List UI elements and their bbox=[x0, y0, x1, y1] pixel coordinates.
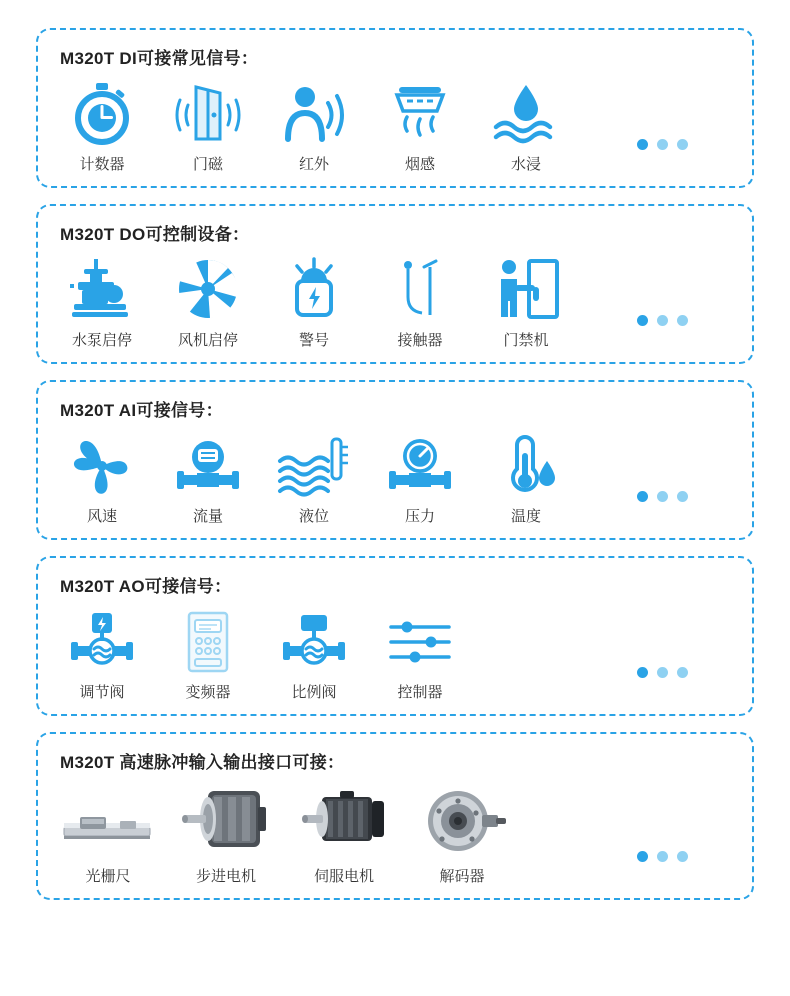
list-item bbox=[166, 427, 250, 526]
list-item-label: 调节阀 bbox=[79, 684, 125, 701]
water-pump-icon bbox=[68, 251, 136, 321]
list-item bbox=[272, 251, 356, 350]
list-item bbox=[272, 427, 356, 526]
fan-blower-icon bbox=[174, 251, 242, 321]
list-item bbox=[484, 251, 568, 350]
list-item-label: 解码器 bbox=[439, 868, 485, 885]
list-item bbox=[166, 251, 250, 350]
proportional-valve-icon bbox=[281, 603, 347, 673]
dot bbox=[637, 667, 648, 678]
list-item-label: 压力 bbox=[404, 508, 435, 525]
panel-body bbox=[60, 779, 730, 886]
list-item-label: 门磁 bbox=[192, 156, 223, 173]
pressure-gauge-icon bbox=[385, 427, 455, 497]
dot bbox=[637, 851, 648, 862]
stepper-motor-icon bbox=[178, 779, 274, 857]
dot bbox=[637, 139, 648, 150]
list-item bbox=[378, 251, 462, 350]
stopwatch-counter-icon bbox=[71, 75, 133, 145]
wind-speed-icon bbox=[69, 427, 135, 497]
list-item bbox=[484, 427, 568, 526]
smoke-detector-icon bbox=[385, 75, 455, 145]
list-item-label: 警号 bbox=[298, 332, 329, 349]
dot bbox=[677, 139, 688, 150]
dot bbox=[677, 667, 688, 678]
more-indicator-dots bbox=[637, 139, 688, 150]
list-item bbox=[296, 779, 392, 886]
door-magnetic-sensor-icon bbox=[172, 75, 244, 145]
panel-body bbox=[60, 75, 730, 174]
list-item bbox=[60, 251, 144, 350]
item-list bbox=[60, 603, 637, 702]
dot bbox=[637, 315, 648, 326]
panel-body bbox=[60, 427, 730, 526]
more-indicator-dots bbox=[637, 315, 688, 326]
more-indicator-dots bbox=[637, 667, 688, 678]
list-item bbox=[166, 603, 250, 702]
list-item-label: 风机启停 bbox=[177, 332, 238, 349]
list-item-label: 水泵启停 bbox=[71, 332, 132, 349]
dot bbox=[657, 139, 668, 150]
flow-meter-icon bbox=[173, 427, 243, 497]
dot bbox=[657, 667, 668, 678]
temperature-icon bbox=[491, 427, 561, 497]
panel-ai bbox=[36, 380, 754, 540]
panel-body bbox=[60, 251, 730, 350]
controller-sliders-icon bbox=[387, 603, 453, 673]
panel-ao bbox=[36, 556, 754, 716]
list-item bbox=[272, 603, 356, 702]
list-item bbox=[378, 427, 462, 526]
dot bbox=[657, 851, 668, 862]
panel-high-speed-pulse bbox=[36, 732, 754, 900]
list-item-label: 步进电机 bbox=[195, 868, 256, 885]
list-item-label: 液位 bbox=[298, 508, 329, 525]
item-list bbox=[60, 75, 637, 174]
list-item bbox=[60, 779, 156, 886]
dot bbox=[677, 315, 688, 326]
linear-grating-scale-icon bbox=[60, 779, 156, 857]
list-item-label: 计数器 bbox=[79, 156, 125, 173]
panel-title: M320T DI可接常见信号： bbox=[60, 49, 259, 68]
list-item bbox=[272, 75, 356, 174]
panel-title: M320T 高速脉冲输入输出接口可接： bbox=[60, 753, 345, 772]
dot bbox=[657, 491, 668, 502]
dot bbox=[637, 491, 648, 502]
item-list bbox=[60, 427, 637, 526]
panel-di bbox=[36, 28, 754, 188]
list-item-label: 烟感 bbox=[404, 156, 435, 173]
list-item-label: 控制器 bbox=[397, 684, 443, 701]
dot bbox=[657, 315, 668, 326]
infrared-motion-sensor-icon bbox=[278, 75, 350, 145]
list-item-label: 流量 bbox=[192, 508, 223, 525]
dot bbox=[677, 851, 688, 862]
panel-title: M320T DO可控制设备： bbox=[60, 225, 250, 244]
list-item-label: 变频器 bbox=[185, 684, 231, 701]
access-control-door-icon bbox=[491, 251, 561, 321]
list-item bbox=[378, 603, 462, 702]
list-item bbox=[60, 75, 144, 174]
rotary-encoder-icon bbox=[414, 779, 510, 857]
list-item bbox=[378, 75, 462, 174]
item-list bbox=[60, 779, 637, 886]
contactor-icon bbox=[392, 251, 448, 321]
list-item bbox=[178, 779, 274, 886]
panel-title: M320T AI可接信号： bbox=[60, 401, 223, 420]
liquid-level-icon bbox=[276, 427, 352, 497]
more-indicator-dots bbox=[637, 491, 688, 502]
list-item bbox=[60, 427, 144, 526]
panel-do bbox=[36, 204, 754, 364]
frequency-inverter-icon bbox=[179, 603, 237, 673]
list-item bbox=[414, 779, 510, 886]
list-item-label: 门禁机 bbox=[503, 332, 549, 349]
list-item-label: 接触器 bbox=[397, 332, 443, 349]
panel-title: M320T AO可接信号： bbox=[60, 577, 232, 596]
water-leak-sensor-icon bbox=[490, 75, 562, 145]
servo-motor-icon bbox=[296, 779, 392, 857]
list-item-label: 比例阀 bbox=[291, 684, 337, 701]
list-item-label: 光栅尺 bbox=[85, 868, 131, 885]
list-item-label: 红外 bbox=[298, 156, 329, 173]
list-item-label: 伺服电机 bbox=[313, 868, 374, 885]
list-item-label: 温度 bbox=[510, 508, 541, 525]
list-item bbox=[484, 75, 568, 174]
dot bbox=[677, 491, 688, 502]
more-indicator-dots bbox=[637, 851, 688, 862]
control-valve-icon bbox=[69, 603, 135, 673]
panel-body bbox=[60, 603, 730, 702]
list-item-label: 水浸 bbox=[510, 156, 541, 173]
alarm-siren-icon bbox=[283, 251, 345, 321]
list-item bbox=[166, 75, 250, 174]
list-item bbox=[60, 603, 144, 702]
item-list bbox=[60, 251, 637, 350]
list-item-label: 风速 bbox=[86, 508, 117, 525]
